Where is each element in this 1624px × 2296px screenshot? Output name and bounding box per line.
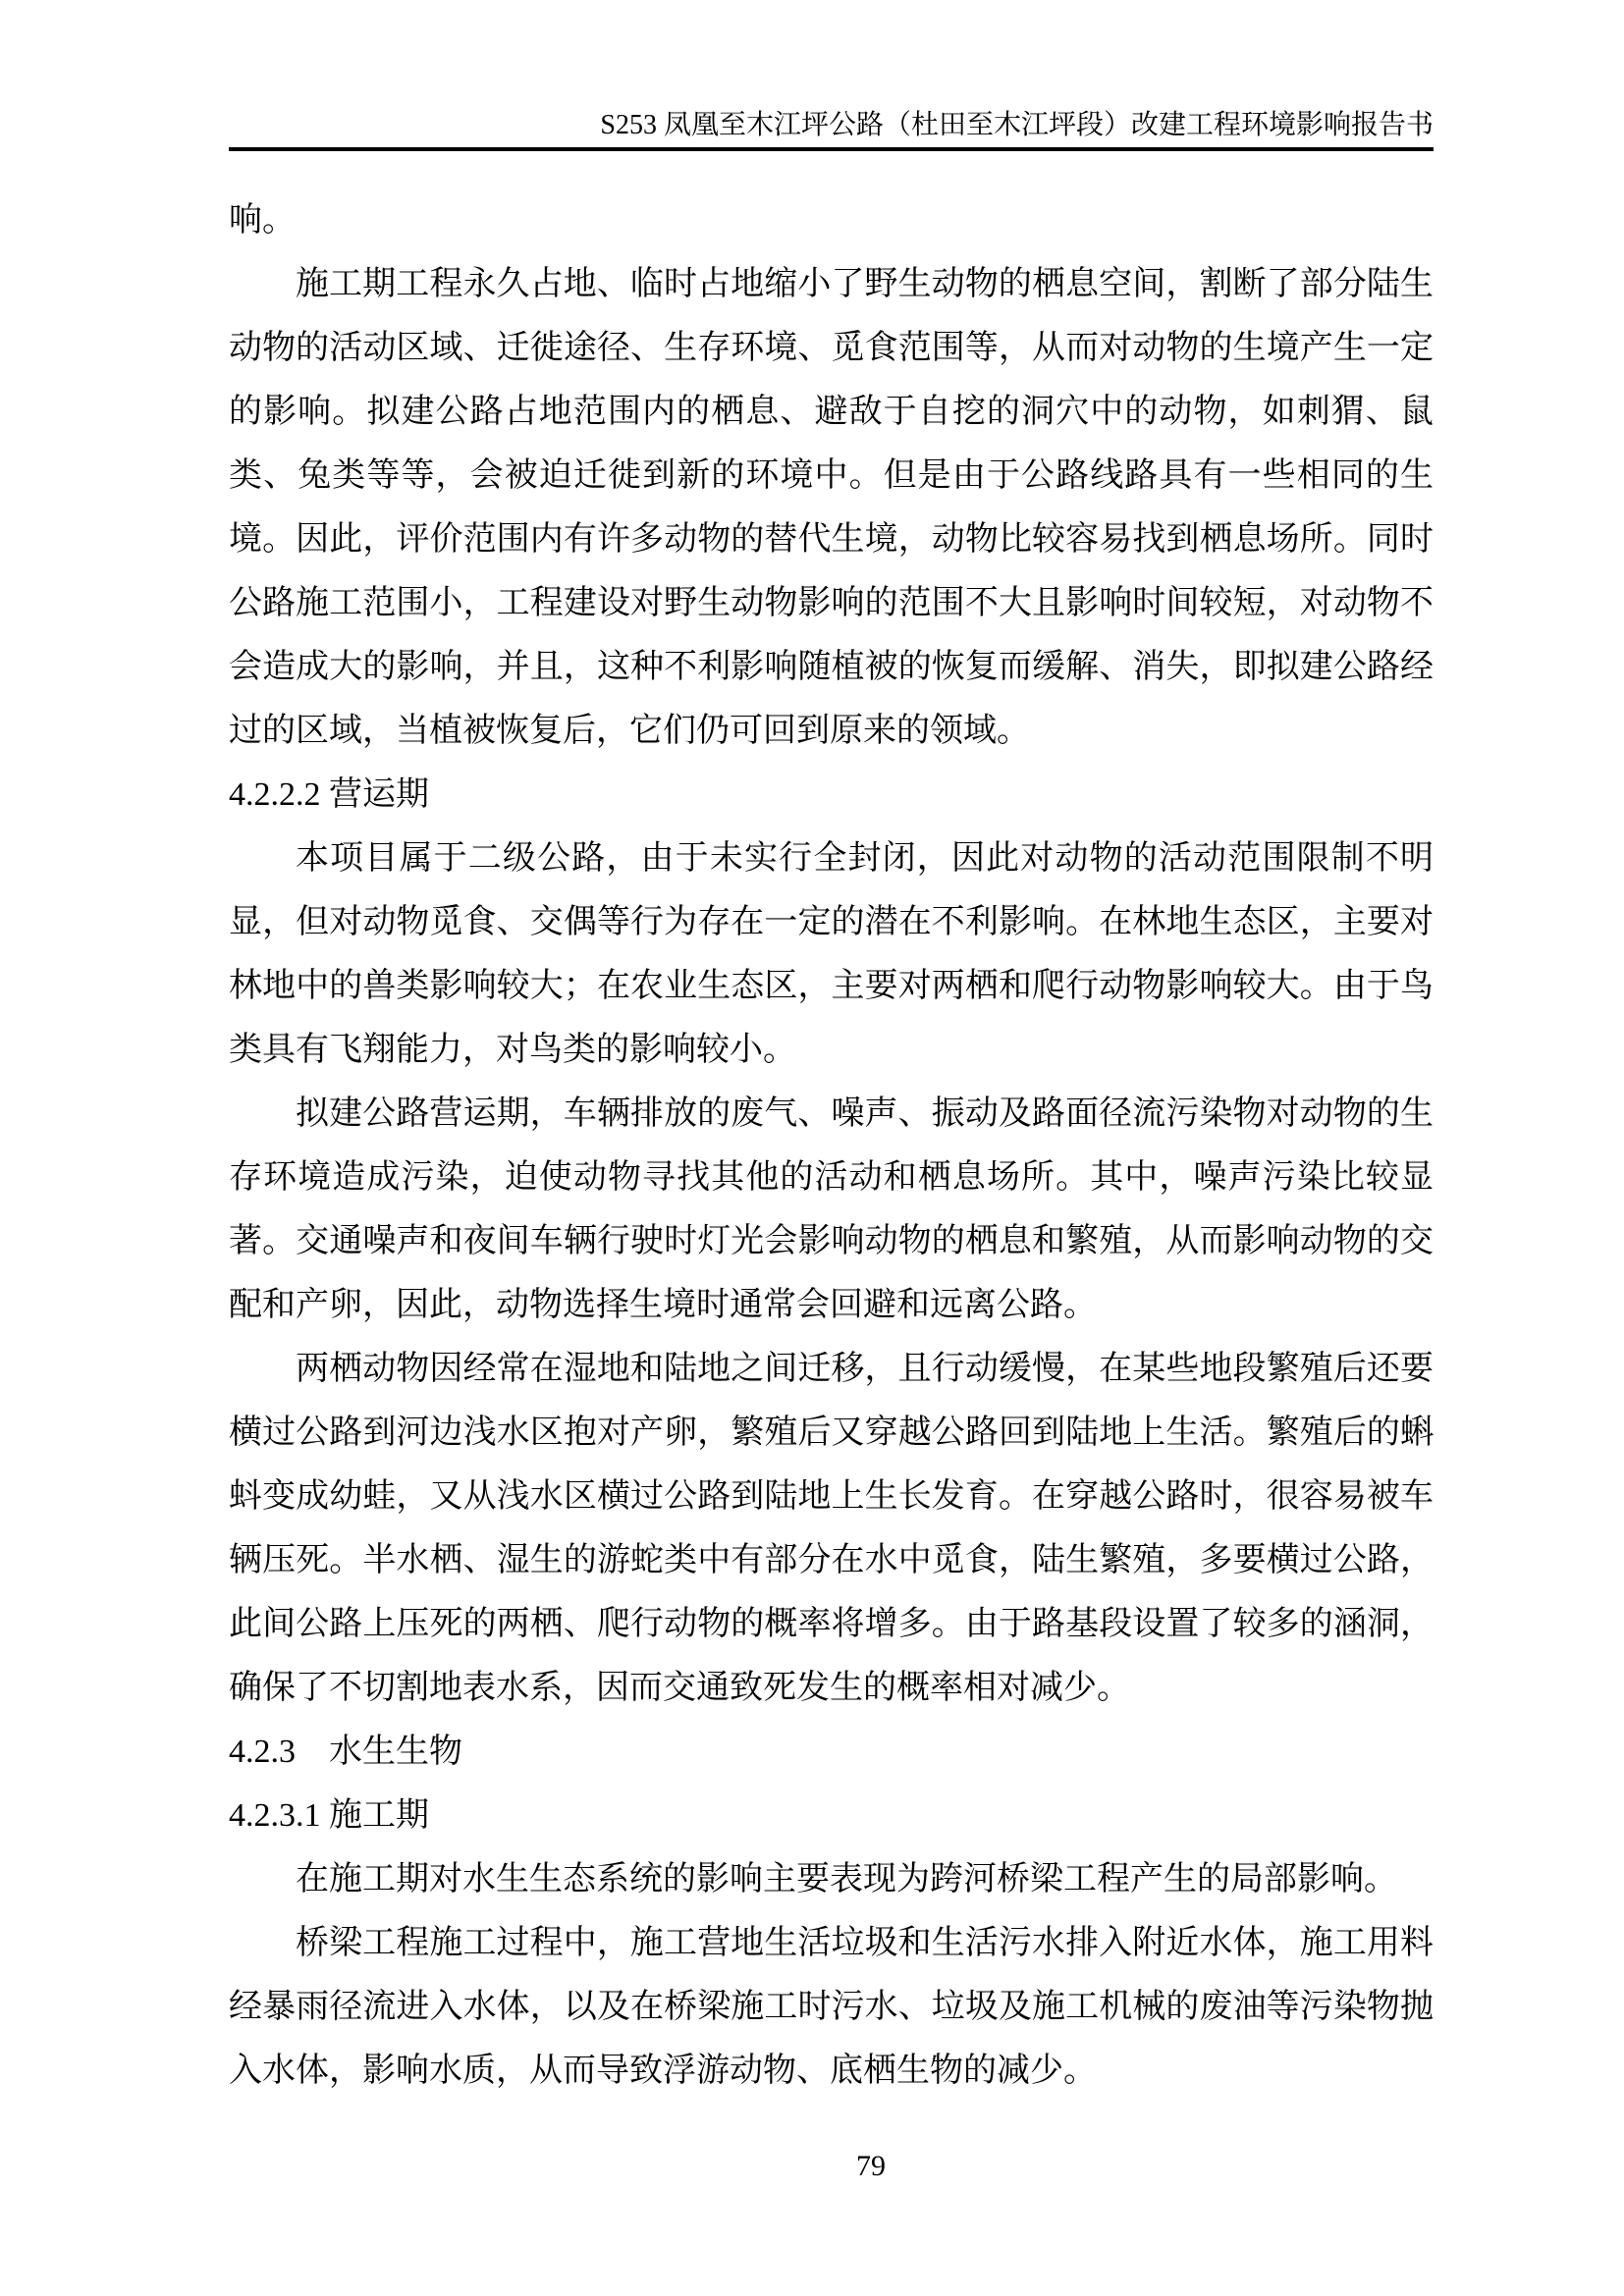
section-title: 营运期 — [329, 776, 429, 813]
paragraph: 施工期工程永久占地、临时占地缩小了野生动物的栖息空间，割断了部分陆生动物的活动区域、迁徙途径、生存环境、觅食范围等，从而对动物的生境产生一定的影响。拟建公路占地范围内的栖息、避敌于自挖的洞穴中的动物，如刺猬、鼠类、兔类等等，会被迫迁徙到新的环境中。但是由于公路线路具有一些相同的生境。因此，评价范围内有许多动物的替代生境，动物比较容易找到栖息场所。同时公路施工范围小，工程建设对野生动物影响的范围不大且影响时间较短，对动物不会造成大的影响，并且，这种不利影响随植被的恢复而缓解、消失，即拟建公路经过的区域，当植被恢复后，它们仍可回到原来的领域。 — [229, 266, 1434, 749]
paragraph: 桥梁工程施工过程中，施工营地生活垃圾和生活污水排入附近水体，施工用料经暴雨径流进入水体，以及在桥梁施工时污水、垃圾及施工机械的废油等污染物抛入水体，影响水质，从而导致浮游动物、底栖生物的减少。 — [229, 1925, 1434, 2089]
section-title: 施工期 — [329, 1797, 429, 1834]
paragraph: 拟建公路营运期，车辆排放的废气、噪声、振动及路面径流污染物对动物的生存环境造成污染，迫使动物寻找其他的活动和栖息场所。其中，噪声污染比较显著。交通噪声和夜间车辆行驶时灯光会影响动物的栖息和繁殖，从而影响动物的交配和产卵，因此，动物选择生境时通常会回避和远离公路。 — [229, 1095, 1434, 1323]
section-number: 4.2.3.1 — [229, 1797, 321, 1834]
section-number: 4.2.2.2 — [229, 776, 321, 813]
page-header — [229, 106, 1434, 151]
paragraph: 响。 — [229, 202, 296, 239]
section-heading — [229, 763, 1434, 827]
paragraph: 在施工期对水生生态系统的影响主要表现为跨河桥梁工程产生的局部影响。 — [296, 1861, 1397, 1897]
paragraph: 两栖动物因经常在湿地和陆地之间迁移，且行动缓慢，在某些地段繁殖后还要横过公路到河边浅水区抱对产卵，繁殖后又穿越公路回到陆地上生活。繁殖后的蝌蚪变成幼蛙，又从浅水区横过公路到陆地上生长发育。在穿越公路时，很容易被车辆压死。半水栖、湿生的游蛇类中有部分在水中觅食，陆生繁殖，多要横过公路，此间公路上压死的两栖、爬行动物的概率将增多。由于路基段设置了较多的涵洞，确保了不切割地表水系，因而交通致死发生的概率相对减少。 — [229, 1351, 1434, 1706]
paragraph: 本项目属于二级公路，由于未实行全封闭，因此对动物的活动范围限制不明显，但对动物觅食、交偶等行为存在一定的潜在不利影响。在林地生态区，主要对林地中的兽类影响较大；在农业生态区，主要对两栖和爬行动物影响较大。由于鸟类具有飞翔能力，对鸟类的影响较小。 — [229, 840, 1434, 1068]
document-body — [229, 188, 1434, 2103]
page-footer — [0, 2152, 1624, 2191]
page-number: 79 — [856, 2150, 886, 2182]
section-heading — [229, 1720, 1434, 1784]
section-title: 水生生物 — [329, 1734, 462, 1770]
report-title: S253 凤凰至木江坪公路（杜田至木江坪段）改建工程环境影响报告书 — [600, 110, 1434, 140]
section-number: 4.2.3 — [229, 1734, 296, 1770]
section-heading — [229, 1784, 1434, 1847]
